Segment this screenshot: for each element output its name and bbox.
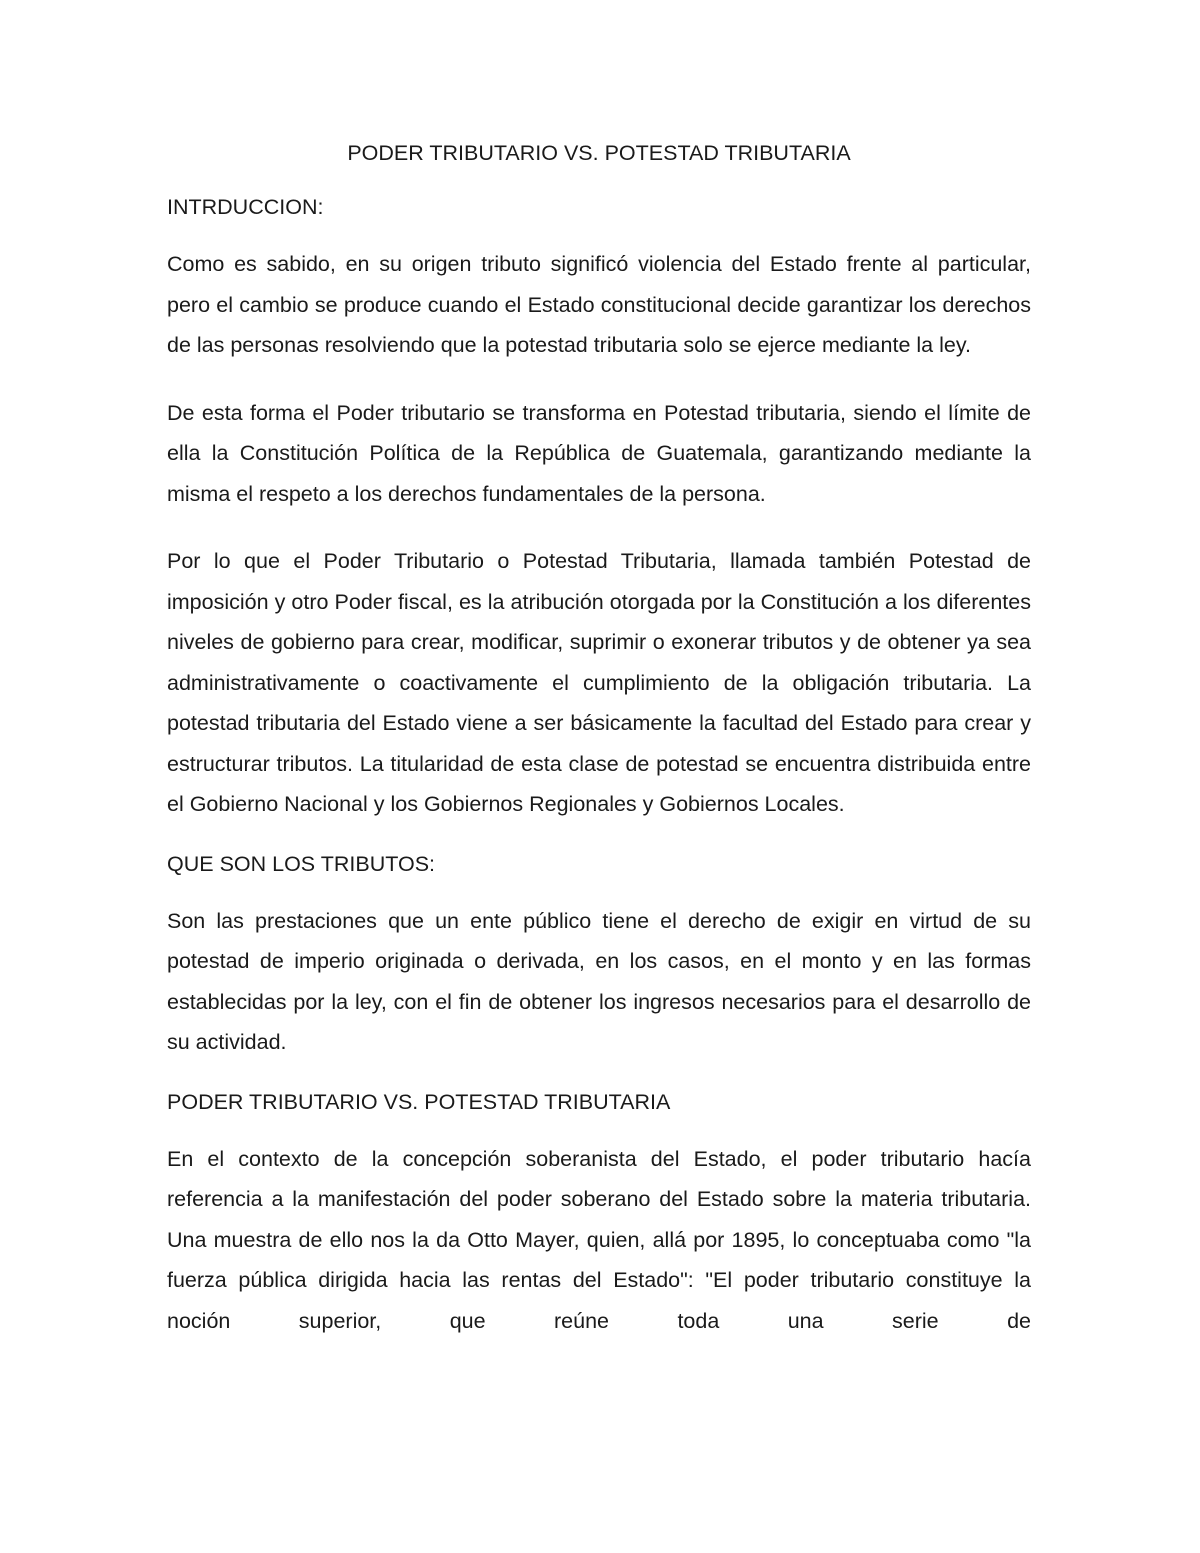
comparison-paragraph: En el contexto de la concepción soberanista del Estado, el poder tributario hacía referencia a la manifestación del poder soberano del Estado sobre la materia tributaria. Una muestra de ello nos la da Otto Mayer, quien, allá por 1895, lo conceptuaba como "la fuerza pública dirigida hacia las rentas del Estado": "El poder tributario constituye la noción superior, que reúne toda una serie de	[167, 1146, 1031, 1333]
tributos-paragraph: Son las prestaciones que un ente público tiene el derecho de exigir en virtud de su potestad de imperio originada o derivada, en los casos, en el monto y en las formas establecidas por la ley, con el fin de obtener los ingresos necesarios para el desarrollo de su actividad.	[167, 908, 1031, 1054]
comparison-heading: PODER TRIBUTARIO VS. POTESTAD TRIBUTARIA	[167, 1089, 671, 1114]
intro-heading: INTRDUCCION:	[167, 195, 324, 219]
intro-paragraph-3: Por lo que el Poder Tributario o Potestad Tributaria, llamada también Potestad de imposición y otro Poder fiscal, es la atribución otorgada por la Constitución a los diferentes niveles de gobierno para crear, modificar, suprimir o exonerar tributos y de obtener ya sea administrativamente o coactivamente el cumplimiento de la obligación tributaria. La potestad tributaria del Estado viene a ser básicamente la facultad del Estado para crear y estructurar tributos. La titularidad de esta clase de potestad se encuentra distribuida entre el Gobierno Nacional y los Gobiernos Regionales y Gobiernos Locales.	[167, 549, 1031, 816]
document-title: PODER TRIBUTARIO VS. POTESTAD TRIBUTARIA	[347, 141, 851, 165]
intro-paragraph-2: De esta forma el Poder tributario se transforma en Potestad tributaria, siendo el límite de ella la Constitución Política de la República de Guatemala, garantizando mediante la misma el respeto a los derechos fundamentales de la persona.	[167, 400, 1031, 506]
intro-paragraph-1: Como es sabido, en su origen tributo significó violencia del Estado frente al particular, pero el cambio se produce cuando el Estado constitucional decide garantizar los derechos de las personas resolviendo que la potestad tributaria solo se ejerce mediante la ley.	[167, 252, 1031, 357]
tributos-heading: QUE SON LOS TRIBUTOS:	[167, 851, 436, 876]
document-body	[167, 139, 1031, 1341]
